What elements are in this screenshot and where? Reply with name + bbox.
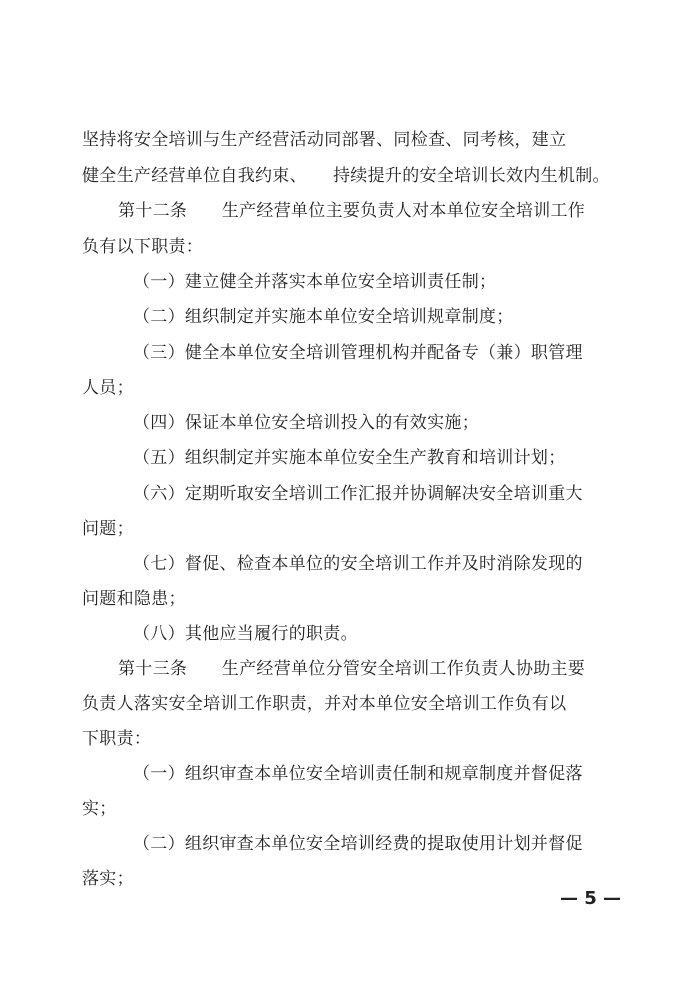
list-item: （二）组织制定并实施本单位安全培训规章制度； <box>133 307 514 327</box>
list-item: （八）其他应当履行的职责。 <box>133 624 358 644</box>
paragraph-line: 健全生产经营单位自我约束、 持续提升的安全培训长效内生机制。 <box>82 166 610 186</box>
list-item: （五）组织制定并实施本单位安全生产教育和培训计划； <box>133 448 566 468</box>
paragraph-line: 负有以下职责： <box>82 237 204 257</box>
paragraph-line: 问题和隐患； <box>82 589 186 609</box>
paragraph-line: 坚持将安全培训与生产经营活动同部署、同检查、同考核，建立 <box>82 130 567 150</box>
list-item: （一）组织审查本单位安全培训责任制和规章制度并督促落 <box>133 764 583 784</box>
list-item: （七）督促、检查本单位的安全培训工作并及时消除发现的 <box>133 554 583 574</box>
article-heading-line: 第十三条 生产经营单位分管安全培训工作负责人协助主要 <box>118 659 586 679</box>
paragraph-line: 落实； <box>82 869 134 889</box>
paragraph-line: 负责人落实安全培训工作职责，并对本单位安全培训工作负有以 <box>82 694 567 714</box>
paragraph-line: 下职责： <box>82 729 152 749</box>
paragraph-line: 人员； <box>82 378 134 398</box>
list-item: （一）建立健全并落实本单位安全培训责任制； <box>133 272 497 292</box>
article-heading-line: 第十二条 生产经营单位主要负责人对本单位安全培训工作 <box>118 201 586 221</box>
page-number: — 5 — <box>560 888 622 909</box>
paragraph-line: 实； <box>82 799 117 819</box>
paragraph-line: 问题； <box>82 519 134 539</box>
list-item: （二）组织审查本单位安全培训经费的提取使用计划并督促 <box>133 834 583 854</box>
list-item: （六）定期听取安全培训工作汇报并协调解决安全培训重大 <box>133 484 583 504</box>
list-item: （三）健全本单位安全培训管理机构并配备专（兼）职管理 <box>133 343 583 363</box>
list-item: （四）保证本单位安全培训投入的有效实施； <box>133 413 479 433</box>
